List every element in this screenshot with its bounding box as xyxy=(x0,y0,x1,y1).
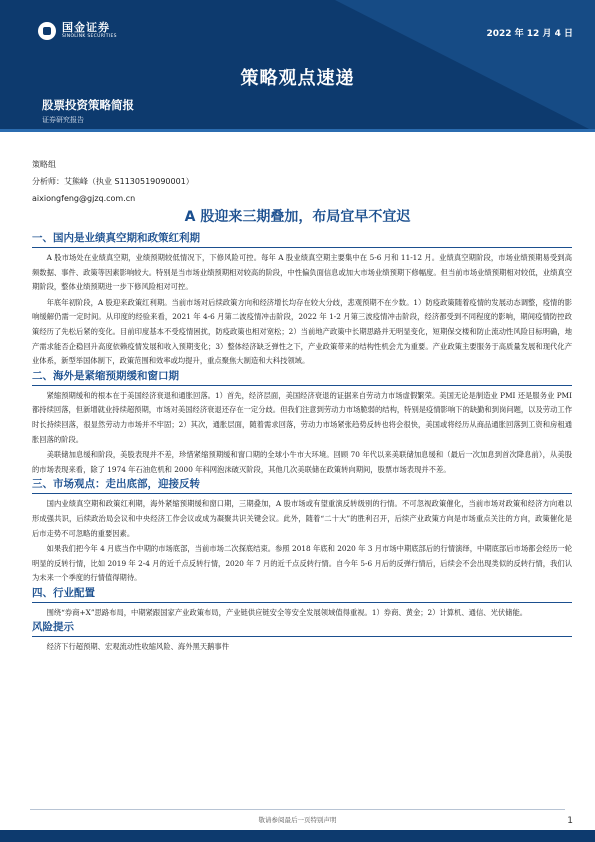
body-paragraph: 国内业绩真空期和政策红利期，海外紧缩预期缓和窗口期，三期叠加，A 股市场或有望重演反转级别的行情。不可忽视政策催化，当前市场对政策和经济方向难以形成强共识，后续政治局会议和中央经济工作会议或成为凝聚共识关键会议。此外，随着“二十大”的胜利召开，后续产业政策方向是市场重点关注的方向，政策催化是后市走势不可忽略的重要因素。 xyxy=(32,499,572,538)
body-paragraph: 美联储加息缓和阶段，美股表现并不差，珍惜紧缩预期缓和窗口期的全球小牛市大环境。回顾 70 年代以来美联储加息缓和（最后一次加息到首次降息前），从美股的市场表现来看，除了 1974 年石油危机和 2000 年科网泡沫破灭阶段，其他几次美联储在政策转向期间，股票市场表现并不差。 xyxy=(32,450,572,474)
section-heading: 风险提示 xyxy=(32,621,572,637)
company-logo xyxy=(38,22,117,40)
section-overseas xyxy=(32,370,572,478)
section-market-view xyxy=(32,478,572,586)
body-paragraph: 紧缩预期缓和的根本在于美国经济衰退和通胀回落。1）首先，经济层面，美国经济衰退的证据来自劳动力市场虚假繁荣。美国无论是制造业 PMI 还是服务业 PMI 都持续回落，但新增就业持续超预期，市场对美国经济衰退还存在一定分歧。但我们注意到劳动力市场脆弱的结构，特别是疫情影响下的缺勤和到岗问题，以及劳动工作时长持续回落，很显然劳动力市场并不牢固；2）其次，通胀层面，随着需求回落，劳动力市场紧张趋势反转也将会很快，美国或将经历从商品通胀回落到工资和房租通胀回落的阶段。 xyxy=(32,390,572,444)
report-type: 股票投资策略简报 xyxy=(42,98,134,112)
section-domestic xyxy=(32,232,572,369)
section-heading: 三、市场观点：走出底部，迎接反转 xyxy=(32,478,572,494)
report-body xyxy=(32,232,572,656)
section-heading: 四、行业配置 xyxy=(32,587,572,603)
section-heading: 二、海外是紧缩预期缓和窗口期 xyxy=(32,370,572,386)
author-info xyxy=(32,156,194,207)
page-number: 1 xyxy=(567,816,573,826)
body-paragraph: 经济下行超预期、宏观流动性收缩风险、海外黑天鹅事件 xyxy=(46,642,230,652)
report-header xyxy=(0,0,595,132)
analyst-email: aixiongfeng@gjzq.com.cn xyxy=(32,194,136,203)
logo-name-en: SINOLINK SECURITIES xyxy=(62,34,117,39)
body-paragraph: 如果我们把今年 4 月底当作中期的市场底部，当前市场二次探底结束。参照 2018 年底和 2020 年 3 月市场中期底部后的行情演绎，中期底部后市场都会经历一轮明显的反转行情，比如 2019 年 2-4 月的近千点反转行情，2020 年 7 月的近千点反转行情。自今年 5-6 月后的反弹行情后，后续会不会出现类似的反转行情，我们认为未来一个季度的行情值得期待。 xyxy=(32,544,572,583)
report-subtype: 证券研究报告 xyxy=(42,116,84,124)
report-date: 2022 年 12 月 4 日 xyxy=(486,29,573,39)
section-risk xyxy=(32,621,572,655)
logo-name-cn: 国金证券 xyxy=(62,21,110,34)
analyst-name: 分析师：艾熊峰（执业 S1130519090001） xyxy=(32,177,194,186)
section-industry xyxy=(32,587,572,621)
footer-bar xyxy=(0,830,595,842)
header-accent-line xyxy=(0,129,595,132)
logo-mark-icon xyxy=(38,22,56,40)
body-paragraph: 年底年初阶段，A 股迎来政策红利期。当前市场对后续政策方向和经济增长均存在较大分歧，悲观预期不在少数。1）防疫政策随着疫情的发展动态调整，疫情的影响缓解仍需一定时间。从印度的经验来看，2021 年 4-6 月第二波疫情冲击阶段，2022 年 1-2 月第三波疫情冲击阶段，经济都受到不同程度的影响，期间疫情防控政策经历了先松后紧的变化。目前印度基本不受疫情困扰，防疫政策也相对宽松；2）当前地产政策中长期思路并无明显变化，短期保交楼和防止流动性风险目标明确，地产需求能否企稳回升高度依赖疫情发展和收入预期变化；3）整体经济缺乏弹性之下，产业政策带来的结构性机会尤为重要。产业政策主要服务于高质量发展和现代化产业体系，新型举国体制下，政策范围和效率或均提升，重点聚焦大制造和大科技领域。 xyxy=(32,297,572,366)
document-title: A 股迎来三期叠加，布局宜早不宜迟 xyxy=(184,209,411,225)
footer-disclaimer: 敬请参阅最后一页特别声明 xyxy=(258,816,337,824)
body-paragraph: A 股市场处在业绩真空期，业绩预期较低情况下，下修风险可控。每年 A 股业绩真空期主要集中在 5-6 月和 11-12 月。业绩真空期阶段，市场业绩预期易受到高频数据、事件、政策等因素影响较大。特别是当市场业绩预期相对较高的阶段，中性偏负面信息或加大市场业绩预期下修幅度。但当前市场业绩预期相对较低，业绩真空期阶段，整体业绩预期进一步下修风险相对可控。 xyxy=(32,253,572,292)
report-series-title: 策略观点速递 xyxy=(240,68,355,89)
research-group: 策略组 xyxy=(32,160,56,169)
body-paragraph: 围绕“券商+X”思路布局，中期紧跟国家产业政策布局，产业链供应链安全等安全发展领域值得重视。1）券商、黄金；2）计算机、通信、光伏储能。 xyxy=(46,607,528,617)
section-heading: 一、国内是业绩真空期和政策红利期 xyxy=(32,232,572,248)
